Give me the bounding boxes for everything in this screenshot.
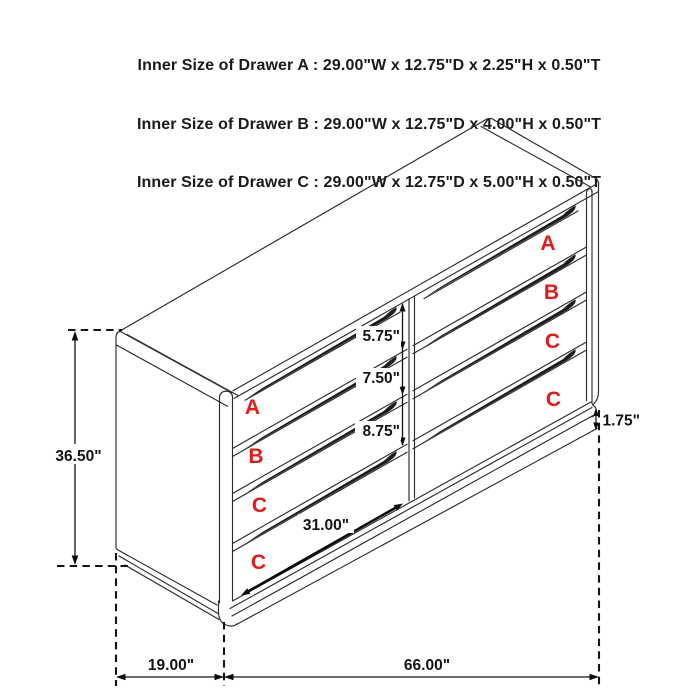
letter-drawer-c2-right: C	[545, 388, 562, 411]
label-overall-height: 36.50"	[55, 448, 102, 465]
label-drawer-a-front-height: 5.75"	[362, 328, 400, 345]
letter-drawer-b-right: B	[543, 281, 560, 304]
letter-drawer-a-left: A	[244, 396, 261, 419]
drawer-b-inner-size: Inner Size of Drawer B : 29.00"W x 12.75"D x 4.00"H x 0.50"T	[136, 115, 602, 133]
letter-drawer-a-right: A	[540, 232, 556, 255]
front-left-stile	[219, 391, 237, 626]
label-overall-width: 66.00"	[403, 657, 451, 674]
right-side-edge	[587, 189, 599, 417]
label-drawer-c-front-height: 8.75"	[362, 423, 400, 440]
dim-drawer-opening-width	[241, 504, 403, 596]
drawer-gaps-right-bank	[413, 206, 586, 449]
dim-drawer-front-heights	[355, 303, 406, 446]
label-drawer-opening-width: 31.00"	[302, 517, 350, 534]
dim-base-height	[593, 408, 640, 431]
label-overall-depth: 19.00"	[147, 657, 195, 674]
side-panel-left	[116, 337, 219, 620]
label-drawer-b-front-height: 7.50"	[362, 370, 400, 387]
letter-drawer-c1-left: C	[251, 494, 268, 517]
dim-overall-height	[54, 330, 128, 566]
letter-drawer-b-left: B	[248, 445, 264, 468]
drawer-c-inner-size: Inner Size of Drawer C : 29.00"W x 12.75"D x 5.00"H x 0.50"T	[136, 174, 602, 191]
letter-drawer-c2-left: C	[250, 551, 267, 574]
drawer-a-inner-size: Inner Size of Drawer A : 29.00"W x 12.75"D x 2.25"H x 0.50"T	[137, 57, 601, 74]
label-base-height: 1.75"	[602, 412, 641, 430]
top-panel	[116, 118, 599, 406]
dim-depth-width	[116, 410, 599, 686]
letter-drawer-c1-right: C	[544, 330, 561, 353]
